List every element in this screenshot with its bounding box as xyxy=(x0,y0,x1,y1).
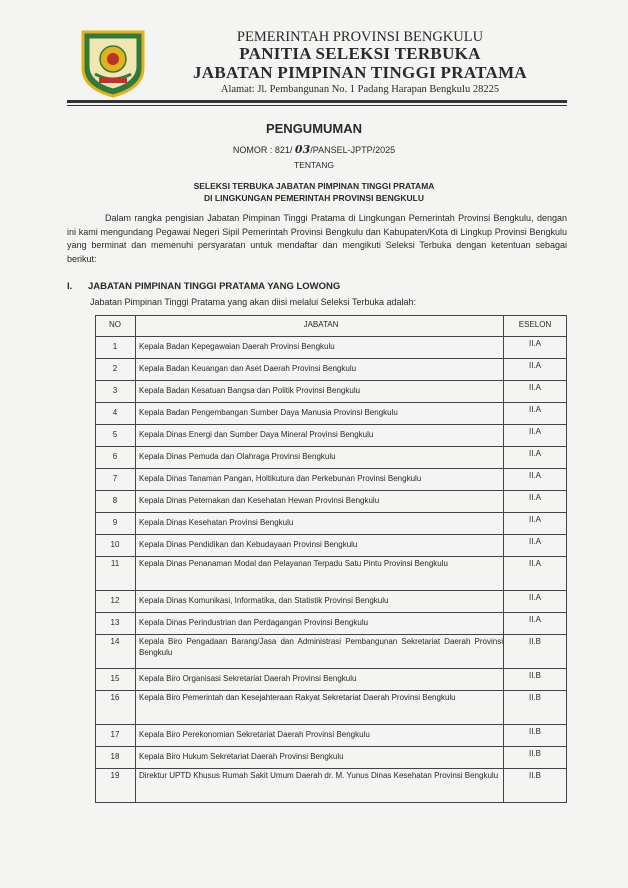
section-number: I. xyxy=(67,281,73,292)
row-jabatan: Kepala Badan Keuangan dan Aset Daerah Provinsi Bengkulu xyxy=(139,364,357,373)
row-number: 13 xyxy=(110,618,120,627)
row-jabatan: Kepala Biro Pemerintah dan Kesejahteraan Rakyat Sekretariat Daerah Provinsi Bengkulu xyxy=(139,693,456,702)
letterhead-rule-thick xyxy=(67,100,567,103)
row-number: 14 xyxy=(110,637,120,646)
row-number: 4 xyxy=(112,408,118,417)
row-number: 7 xyxy=(112,474,118,483)
row-number: 8 xyxy=(112,496,118,505)
table-column-rule xyxy=(95,315,96,803)
table-column-rule xyxy=(135,315,136,803)
table-rule xyxy=(95,534,567,535)
header-no: NO xyxy=(109,320,121,329)
row-eselon: II.A xyxy=(528,593,541,602)
row-jabatan: Kepala Dinas Pendidikan dan Kebudayaan Provinsi Bengkulu xyxy=(139,540,358,549)
row-eselon: II.A xyxy=(528,339,541,348)
table-rule xyxy=(95,424,567,425)
section-intro: Jabatan Pimpinan Tinggi Pratama yang akan diisi melalui Seleksi Terbuka adalah: xyxy=(90,297,417,307)
row-eselon: II.A xyxy=(528,615,541,624)
table-rule xyxy=(95,446,567,447)
table-rule xyxy=(95,590,567,591)
intro-paragraph xyxy=(67,212,567,266)
section-title: JABATAN PIMPINAN TINGGI PRATAMA YANG LOWONG xyxy=(88,281,341,292)
row-jabatan: Kepala Dinas Penanaman Modal dan Pelayanan Terpadu Satu Pintu Provinsi Bengkulu xyxy=(139,559,448,568)
table-rule xyxy=(95,690,567,691)
row-number: 11 xyxy=(110,559,120,568)
table-rule xyxy=(95,746,567,747)
row-eselon: II.A xyxy=(528,471,541,480)
table-rule xyxy=(95,380,567,381)
table-rule xyxy=(95,315,567,316)
table-rule xyxy=(95,358,567,359)
row-eselon: II.A xyxy=(528,537,541,546)
row-number: 5 xyxy=(112,430,118,439)
row-number: 2 xyxy=(112,364,118,373)
row-jabatan: Kepala Badan Kepegawaian Daerah Provinsi Bengkulu xyxy=(139,342,335,351)
row-number: 19 xyxy=(110,771,120,780)
row-number: 3 xyxy=(112,386,118,395)
table-column-rule xyxy=(503,315,504,803)
document-number xyxy=(60,143,568,156)
row-number: 9 xyxy=(112,518,118,527)
document-title: PENGUMUMAN xyxy=(265,121,363,136)
table-rule xyxy=(95,402,567,403)
row-eselon: II.B xyxy=(528,727,541,736)
row-number: 18 xyxy=(110,752,120,761)
table-rule xyxy=(95,768,567,769)
row-jabatan: Kepala Dinas Kesehatan Provinsi Bengkulu xyxy=(139,518,294,527)
row-eselon: II.A xyxy=(528,427,541,436)
row-number: 12 xyxy=(110,596,120,605)
nomor-suffix: /PANSEL-JPTP/2025 xyxy=(310,145,396,155)
row-number: 6 xyxy=(112,452,118,461)
row-number: 1 xyxy=(112,342,118,351)
row-eselon: II.A xyxy=(528,361,541,370)
letterhead-position: JABATAN PIMPINAN TINGGI PRATAMA xyxy=(192,63,528,82)
table-rule xyxy=(95,468,567,469)
row-jabatan: Kepala Biro Perekonomian Sekretariat Daerah Provinsi Bengkulu xyxy=(139,730,370,739)
row-eselon: II.B xyxy=(528,693,541,702)
letterhead-address: Alamat: Jl. Pembangunan No. 1 Padang Harapan Bengkulu 28225 xyxy=(220,84,500,95)
row-eselon: II.A xyxy=(528,405,541,414)
document-subject-line2: DI LINGKUNGAN PEMERINTAH PROVINSI BENGKULU xyxy=(204,193,424,203)
row-eselon: II.A xyxy=(528,559,541,568)
section-heading xyxy=(67,281,340,292)
table-rule xyxy=(95,556,567,557)
nomor-handwritten: 03 xyxy=(294,143,311,156)
table-rule xyxy=(95,668,567,669)
row-jabatan: Kepala Dinas Pemuda dan Olahraga Provinsi Bengkulu xyxy=(139,452,336,461)
letterhead-government: PEMERINTAH PROVINSI BENGKULU xyxy=(236,29,484,45)
table-rule xyxy=(95,512,567,513)
row-jabatan: Kepala Dinas Peternakan dan Kesehatan Hewan Provinsi Bengkulu xyxy=(139,496,380,505)
row-jabatan: Kepala Biro Pengadaan Barang/Jasa dan Administrasi Pembangunan Sekretariat Daerah Provinsi Bengkulu xyxy=(139,637,503,657)
table-rule xyxy=(95,724,567,725)
table-rule xyxy=(95,490,567,491)
row-jabatan: Kepala Badan Pengembangan Sumber Daya Manusia Provinsi Bengkulu xyxy=(139,408,398,417)
table-rule xyxy=(95,802,567,803)
row-eselon: II.B xyxy=(528,771,541,780)
row-number: 17 xyxy=(110,730,120,739)
row-eselon: II.A xyxy=(528,493,541,502)
header-jabatan: JABATAN xyxy=(303,320,339,329)
row-jabatan: Kepala Dinas Perindustrian dan Perdagangan Provinsi Bengkulu xyxy=(139,618,369,627)
row-eselon: II.A xyxy=(528,449,541,458)
row-eselon: II.B xyxy=(528,749,541,758)
row-eselon: II.B xyxy=(528,637,541,646)
document-subject-line1: SELEKSI TERBUKA JABATAN PIMPINAN TINGGI PRATAMA xyxy=(193,181,435,191)
letterhead-committee: PANITIA SELEKSI TERBUKA xyxy=(239,44,481,63)
row-eselon: II.B xyxy=(528,671,541,680)
row-jabatan: Kepala Dinas Energi dan Sumber Daya Mineral Provinsi Bengkulu xyxy=(139,430,374,439)
header-eselon: ESELON xyxy=(518,320,552,329)
row-jabatan: Kepala Badan Kesatuan Bangsa dan Politik Provinsi Bengkulu xyxy=(139,386,361,395)
letterhead-rule-thin xyxy=(67,105,567,106)
table-column-rule xyxy=(566,315,567,803)
row-jabatan: Kepala Biro Organisasi Sekretariat Daerah Provinsi Bengkulu xyxy=(139,674,357,683)
row-jabatan: Kepala Dinas Komunikasi, Informatika, dan Statistik Provinsi Bengkulu xyxy=(139,596,389,605)
nomor-prefix: NOMOR : 821/ xyxy=(232,145,293,155)
row-eselon: II.A xyxy=(528,383,541,392)
row-jabatan: Direktur UPTD Khusus Rumah Sakit Umum Daerah dr. M. Yunus Dinas Kesehatan Provinsi Bengkulu xyxy=(139,771,499,780)
table-rule xyxy=(95,634,567,635)
document-tentang: TENTANG xyxy=(294,160,334,170)
provincial-emblem-icon xyxy=(79,28,147,98)
row-jabatan: Kepala Biro Hukum Sekretariat Daerah Provinsi Bengkulu xyxy=(139,752,344,761)
row-number: 15 xyxy=(110,674,120,683)
row-number: 10 xyxy=(110,540,120,549)
table-rule xyxy=(95,612,567,613)
intro-text: Dalam rangka pengisian Jabatan Pimpinan Tinggi Pratama di Lingkungan Pemerintah Provinsi Bengkulu, dengan ini kami mengundang Pegawai Negeri Sipil Pemerintah Provinsi Bengkulu dan Kabupaten/Kota di Lingkup Provinsi Bengkulu yang berminat dan memenuhi persyaratan untuk mendaftar dan mengikuti Seleksi Terbuka dengan ketentuan sebagai berikut: xyxy=(67,213,567,264)
row-jabatan: Kepala Dinas Tanaman Pangan, Holtikutura dan Perkebunan Provinsi Bengkulu xyxy=(139,474,422,483)
row-number: 16 xyxy=(110,693,120,702)
positions-table xyxy=(95,315,567,803)
table-rule xyxy=(95,336,567,337)
row-eselon: II.A xyxy=(528,515,541,524)
